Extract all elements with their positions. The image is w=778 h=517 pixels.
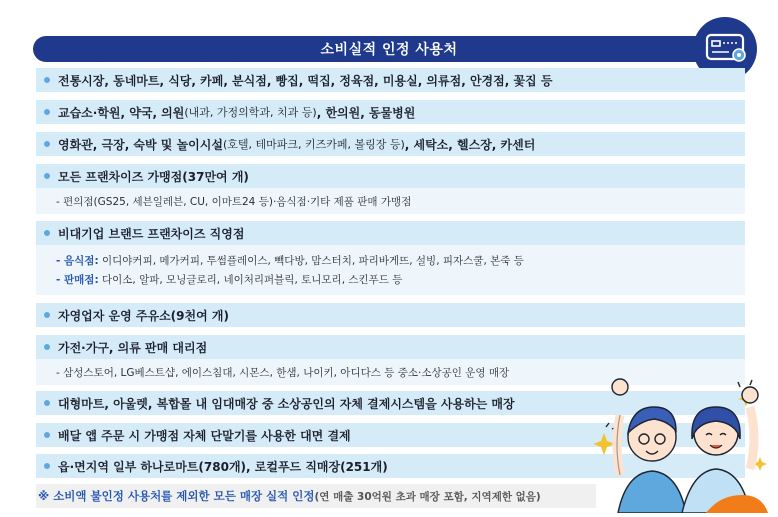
bullet-icon — [44, 344, 50, 350]
list-item — [36, 132, 745, 156]
sub-list — [36, 245, 745, 295]
sub-item: - 편의점(GS25, 세븐일레븐, CU, 이마트24 등)·음식점·기타 제품 판매 가맹점 — [56, 196, 412, 208]
item-text: 교습소·학원, 약국, 의원 — [58, 105, 185, 120]
item-detail: (호텔, 테마파크, 키즈카페, 볼링장 등) — [222, 138, 405, 151]
bullet-icon — [44, 77, 50, 83]
sub-item-text: 다이소, 알파, 모닝글로리, 네이처리퍼블릭, 토니모리, 스킨푸드 등 — [98, 274, 403, 286]
page-title-bar — [33, 36, 745, 62]
sub-item: - 삼성스토어, LG베스트샵, 에이스침대, 시몬스, 한샘, 나이키, 아디다스 등 중소·소상공인 운영 매장 — [56, 367, 510, 379]
page-title: 소비실적 인정 사용처 — [320, 42, 458, 58]
bullet-icon — [44, 312, 50, 318]
item-tail: , 한의원, 동물병원 — [316, 105, 416, 120]
sub-item-label: - 음식점: — [56, 255, 99, 267]
note-detail: (연 매출 30억원 초과 매장 포함, 지역제한 없음) — [314, 490, 541, 503]
list-item — [36, 164, 745, 188]
list-item — [36, 303, 745, 327]
item-detail: (내과, 가정의학과, 치과 등) — [184, 106, 317, 119]
sub-list — [36, 188, 745, 214]
sub-item-label: - 판매점: — [56, 274, 99, 286]
bullet-icon — [44, 141, 50, 147]
sub-item — [56, 253, 524, 268]
bullet-icon — [44, 432, 50, 438]
bullet-icon — [44, 230, 50, 236]
bullet-icon — [44, 173, 50, 179]
note-main: 소비액 불인정 사용처를 제외한 모든 매장 실적 인정 — [53, 489, 315, 503]
item-text: 배달 앱 주문 시 가맹점 자체 단말기를 사용한 대면 결제 — [58, 428, 351, 443]
note-mark: ※ — [38, 489, 50, 503]
item-text: 전통시장, 동네마트, 식당, 카페, 분식점, 빵집, 떡집, 정육점, 미용실, 의류점, 안경점, 꽃집 등 — [58, 73, 553, 88]
footnote — [36, 484, 596, 508]
list-item — [36, 68, 745, 92]
list-item — [36, 221, 745, 245]
bullet-icon — [44, 400, 50, 406]
item-text: 자영업자 운영 주유소(9천여 개) — [58, 308, 229, 323]
item-text: 대형마트, 아울렛, 복합몰 내 임대매장 중 소상공인의 자체 결제시스템을 사용하는 매장 — [58, 396, 515, 411]
bullet-icon — [44, 463, 50, 469]
item-text: 영화관, 극장, 숙박 및 놀이시설 — [58, 137, 223, 152]
cheering-people-illustration — [590, 365, 778, 513]
item-tail: , 세탁소, 헬스장, 카센터 — [404, 137, 536, 152]
sub-item — [56, 272, 402, 287]
item-text: 읍·면지역 일부 하나로마트(780개), 로컬푸드 직매장(251개) — [58, 459, 388, 474]
item-text: 비대기업 브랜드 프랜차이즈 직영점 — [58, 226, 245, 241]
sub-item-text: 이디야커피, 메가커피, 투썸플레이스, 빽다방, 맘스터치, 파리바게뜨, 설빙, 피자스쿨, 본죽 등 — [98, 255, 524, 267]
list-item — [36, 335, 745, 359]
list-item — [36, 100, 745, 124]
item-text: 모든 프랜차이즈 가맹점(37만여 개) — [58, 169, 249, 184]
bullet-icon — [44, 109, 50, 115]
item-text: 가전·가구, 의류 판매 대리점 — [58, 340, 208, 355]
